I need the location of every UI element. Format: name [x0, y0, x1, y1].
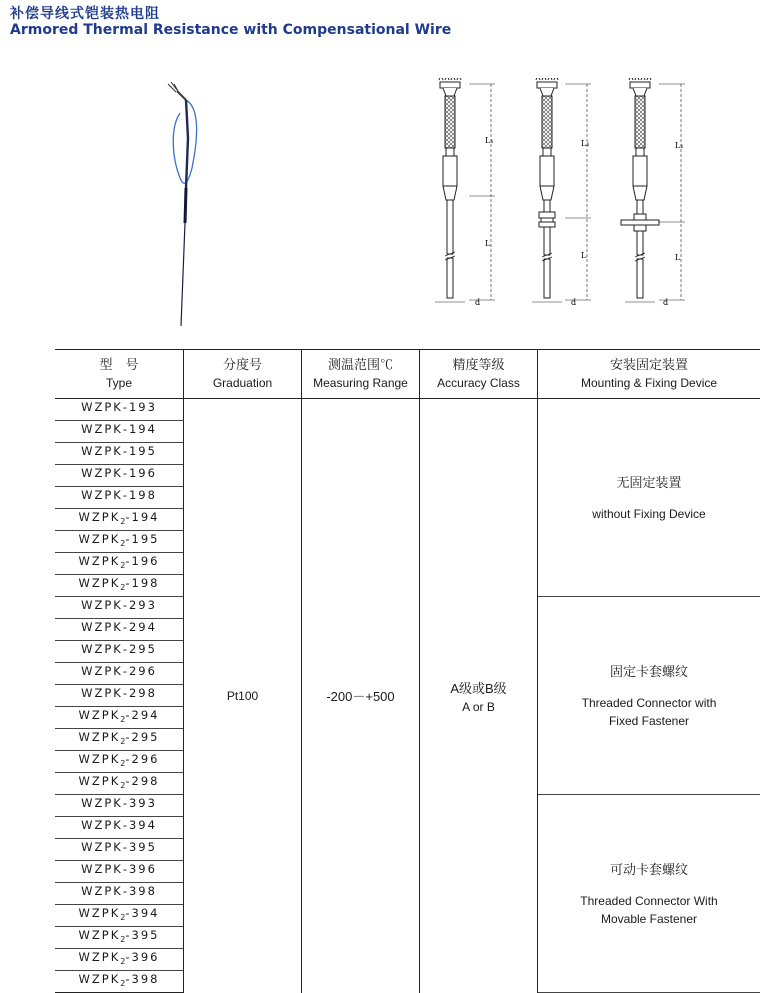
header-graduation: 分度号 Graduation	[184, 350, 302, 399]
d-label-3: d	[663, 298, 669, 307]
type-cell: WZPK-295	[55, 641, 184, 663]
type-cell: WZPK-394	[55, 817, 184, 839]
range-cell: -200－+500	[302, 399, 420, 993]
type-cell: WZPK-296	[55, 663, 184, 685]
type-cell: $WZPK_2-294$	[55, 707, 184, 729]
type-cell: $WZPK_2-195$	[55, 531, 184, 553]
graduation-cell: Pt100	[184, 399, 302, 993]
mounting-cell: 无固定装置 without Fixing Device	[538, 399, 761, 597]
type-cell: $WZPK_2-296$	[55, 751, 184, 773]
l1-label-2: L₁	[581, 139, 590, 148]
type-cell: $WZPK_2-298$	[55, 773, 184, 795]
dimension-drawing	[425, 78, 695, 310]
d-label-1: d	[475, 298, 481, 307]
type-cell: WZPK-396	[55, 861, 184, 883]
type-cell: WZPK-398	[55, 883, 184, 905]
mounting-cell: 可动卡套螺纹 Threaded Connector With Movable Fastener	[538, 795, 761, 993]
type-cell: $WZPK_2-194$	[55, 509, 184, 531]
l1-label-3: L₁	[675, 141, 684, 150]
spec-table	[55, 349, 760, 993]
type-cell: $WZPK_2-295$	[55, 729, 184, 751]
l-label-2: L	[581, 251, 587, 260]
type-cell: WZPK-393	[55, 795, 184, 817]
type-cell: $WZPK_2-394$	[55, 905, 184, 927]
type-cell: WZPK-196	[55, 465, 184, 487]
l-label-3: L	[675, 253, 681, 262]
header-accuracy: 精度等级 Accuracy Class	[420, 350, 538, 399]
page-title-en: Armored Thermal Resistance with Compensational Wire	[10, 22, 452, 38]
product-photo	[150, 78, 210, 328]
table-row	[55, 399, 760, 421]
accuracy-cell: A级或B级 A or B	[420, 399, 538, 993]
type-cell: $WZPK_2-398$	[55, 971, 184, 993]
page-title-cn: 补偿导线式铠装热电阻	[10, 6, 160, 22]
type-cell: $WZPK_2-198$	[55, 575, 184, 597]
type-cell: $WZPK_2-396$	[55, 949, 184, 971]
header-type: 型 号 Type	[55, 350, 184, 399]
mounting-cell: 固定卡套螺纹 Threaded Connector with Fixed Fastener	[538, 597, 761, 795]
type-cell: $WZPK_2-395$	[55, 927, 184, 949]
l-label-1: L	[485, 239, 491, 248]
header-range: 测温范围℃ Measuring Range	[302, 350, 420, 399]
type-cell: WZPK-293	[55, 597, 184, 619]
table-header-row	[55, 350, 760, 399]
variant-3-drawing	[621, 78, 659, 298]
type-cell: WZPK-198	[55, 487, 184, 509]
l1-label-1: L₁	[485, 136, 494, 145]
type-cell: $WZPK_2-196$	[55, 553, 184, 575]
header-mounting: 安装固定装置 Mounting & Fixing Device	[538, 350, 761, 399]
variant-1-drawing	[439, 78, 461, 298]
type-cell: WZPK-195	[55, 443, 184, 465]
type-cell: WZPK-294	[55, 619, 184, 641]
variant-2-drawing	[536, 78, 558, 298]
type-cell: WZPK-193	[55, 399, 184, 421]
type-cell: WZPK-194	[55, 421, 184, 443]
type-cell: WZPK-298	[55, 685, 184, 707]
type-cell: WZPK-395	[55, 839, 184, 861]
d-label-2: d	[571, 298, 577, 307]
